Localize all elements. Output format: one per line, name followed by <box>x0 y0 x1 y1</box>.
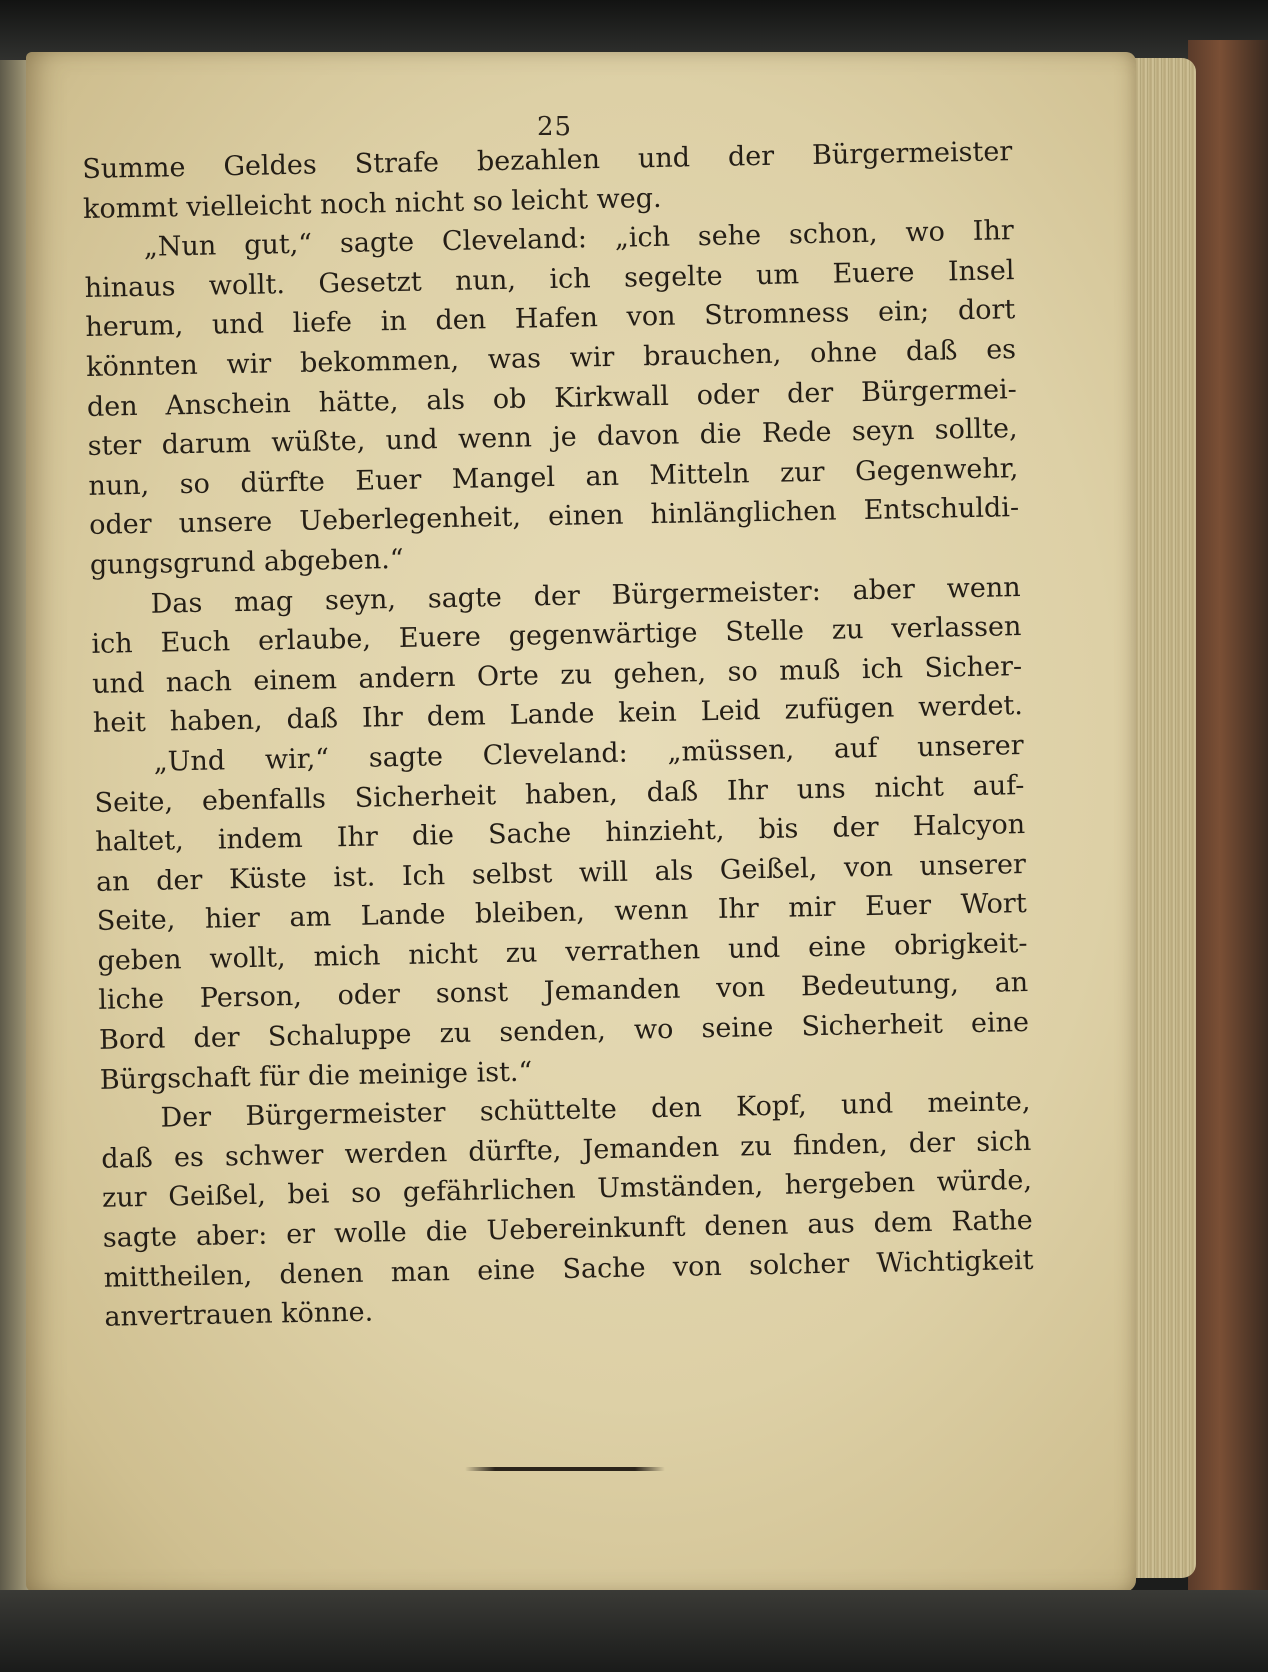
text-line: liche Person, oder sonst Jemanden von Bedeutung, an <box>98 967 1029 1017</box>
text-line: Das mag seyn, sagte der Bürgermeister: aber wenn <box>150 571 1021 620</box>
text-line: oder unsere Ueberlegenheit, einen hinlänglichen Entschuldi- <box>88 492 1020 542</box>
text-line: mittheilen, denen man eine Sache von solcher Wichtigkeit <box>103 1244 1034 1294</box>
text-line: Bürgschaft für die meinige ist.“ <box>99 1056 533 1096</box>
text-line: Summe Geldes Strafe bezahlen und der Bürgermeister <box>82 136 1013 185</box>
text-line: ich Euch erlaube, Euere gegenwärtige Stelle zu verlassen <box>91 611 1022 661</box>
text-line: nun, so dürfte Euer Mangel an Mitteln zur Gegenwehr, <box>88 452 1019 502</box>
text-line: zur Geißel, bei so gefährlichen Umständen, hergeben würde, <box>101 1165 1033 1215</box>
text-line: Der Bürgermeister schüttelte den Kopf, und meinte, <box>160 1086 1031 1134</box>
text-line: kommt vielleicht noch nicht so leicht weg. <box>82 182 662 225</box>
body-text <box>82 132 1035 1337</box>
text-line: sagte aber: er wolle die Uebereinkunft denen aus dem Rathe <box>102 1204 1034 1254</box>
text-line: daß es schwer werden dürfte, Jemanden zu finden, der sich <box>101 1125 1032 1175</box>
text-line: ster darum wüßte, und wenn je davon die Rede seyn sollte, <box>87 413 1018 463</box>
text-line: Seite, ebenfalls Sicherheit haben, daß Ihr uns nicht auf- <box>94 769 1025 819</box>
text-line: herum, und liefe in den Hafen von Stromness ein; dort <box>85 294 1016 344</box>
text-line: geben wollt, mich nicht zu verrathen und eine obrigkeit- <box>97 927 1028 977</box>
text-line: „Und wir,“ sagte Cleveland: „müssen, auf unserer <box>153 729 1024 778</box>
text-line: Bord der Schaluppe zu senden, wo seine Sicherheit eine <box>98 1007 1030 1056</box>
section-rule <box>465 1467 665 1471</box>
text-line: „Nun gut,“ sagte Cleveland: „ich sehe schon, wo Ihr <box>143 215 1015 264</box>
text-line: hinaus wollt. Gesetzt nun, ich segelte um Euere Insel <box>84 254 1015 304</box>
text-line: heit haben, daß Ihr dem Lande kein Leid zufügen werdet. <box>92 690 1024 740</box>
text-line: anvertrauen könne. <box>104 1296 374 1334</box>
page-number: 25 <box>537 112 573 142</box>
text-line: Seite, hier am Lande bleiben, wenn Ihr mir Euer Wort <box>96 888 1027 938</box>
text-line: haltet, indem Ihr die Sache hinzieht, bis der Halcyon <box>94 809 1026 858</box>
text-line: und nach einem andern Orte zu gehen, so muß ich Sicher- <box>91 650 1023 700</box>
text-line: den Anschein hätte, als ob Kirkwall oder der Bürgermei- <box>86 373 1018 423</box>
text-line: an der Küste ist. Ich selbst will als Geißel, von unserer <box>95 848 1027 898</box>
scan-bottom-shadow <box>0 1590 1268 1672</box>
book-cover-edge <box>1188 40 1268 1600</box>
text-line: könnten wir bekommen, was wir brauchen, ohne daß es <box>85 334 1017 383</box>
text-line: gungsgrund abgeben.“ <box>89 543 404 581</box>
